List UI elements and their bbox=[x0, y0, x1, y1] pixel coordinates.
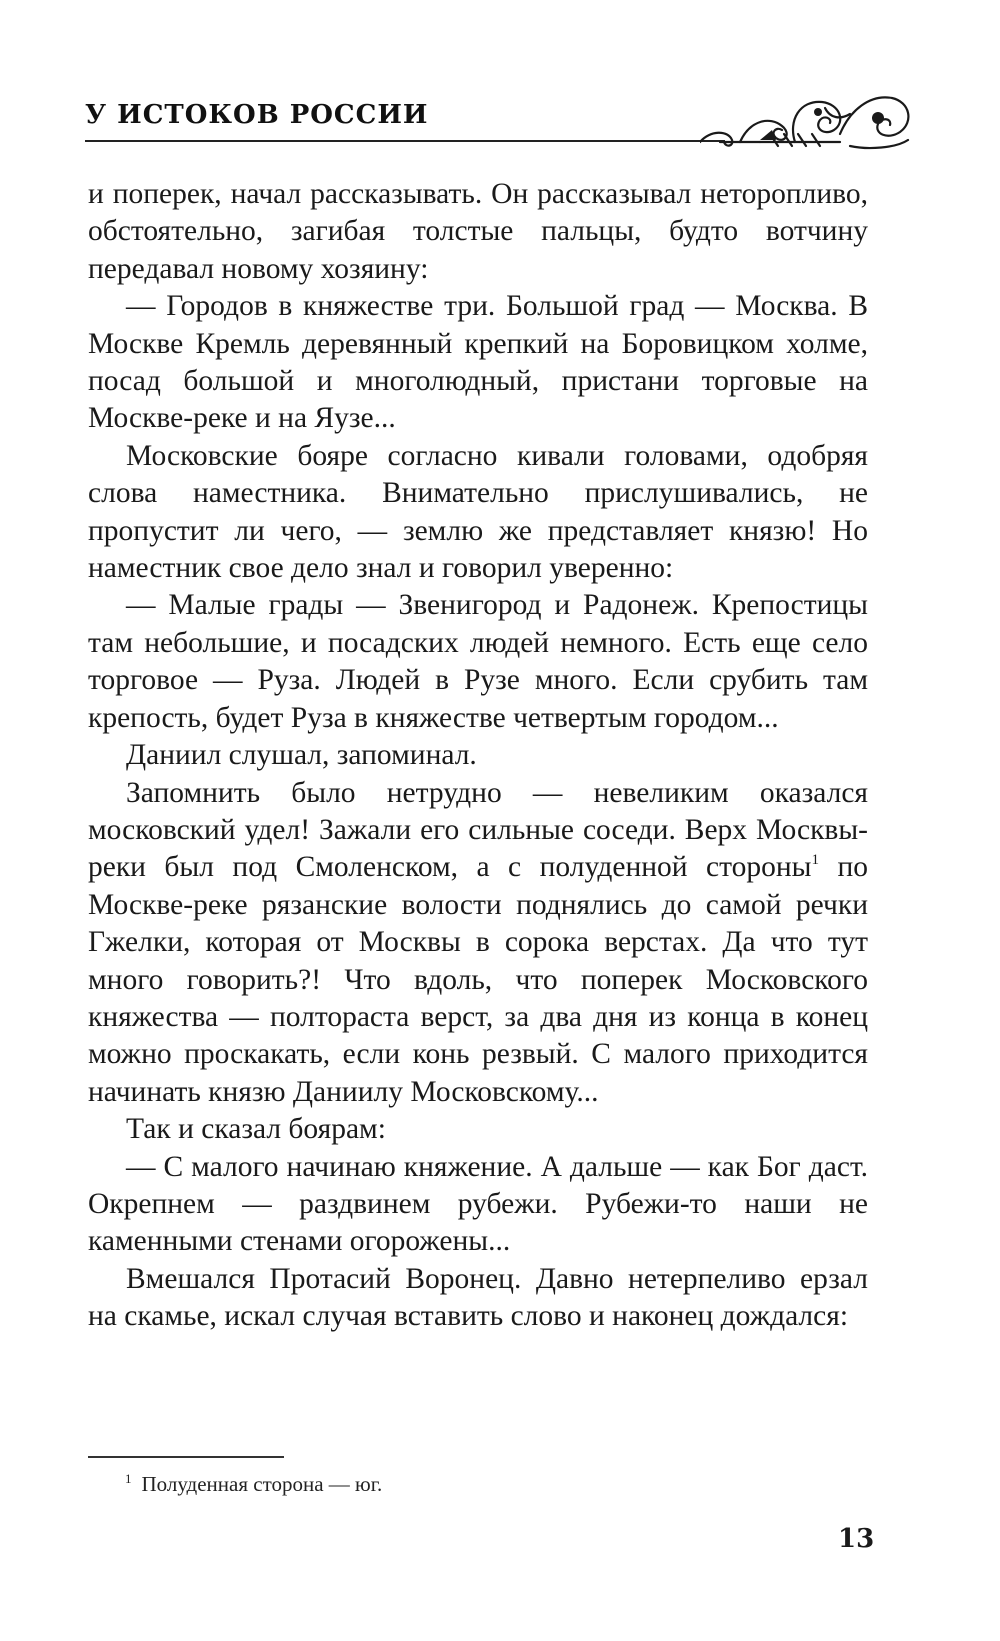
paragraph: и поперек, начал рассказывать. Он рассказывал неторопливо, обстоятельно, загибая толстые пальцы, будто вотчину передавал новому хозяину: bbox=[88, 178, 868, 285]
paragraph: — Малые грады — Звенигород и Радонеж. Крепостицы там небольшие, и посадских людей немного. Есть еще село торговое — Руза. Людей в Рузе много. Если срубить там крепость, будет Руза в княжестве четвертым городом... bbox=[88, 589, 868, 734]
ornament-icon bbox=[700, 90, 915, 152]
paragraph: Даниил слушал, запоминал. bbox=[126, 739, 477, 772]
paragraph: Московские бояре согласно кивали головами, одобряя слова наместника. Внимательно прислушивались, не пропустит ли чего, — землю же представляет князю! Но наместник свое дело знал и говорил уверенно: bbox=[88, 439, 868, 585]
page-number: 13 bbox=[838, 1524, 875, 1554]
footnote bbox=[125, 1472, 382, 1497]
running-header bbox=[85, 90, 915, 150]
paragraph: Вмешался Протасий Воронец. Давно нетерпеливо ерзал на скамье, искал случая вставить слово и наконец дождался: bbox=[88, 1262, 868, 1333]
body-text bbox=[88, 176, 868, 1336]
footnote-reference[interactable]: 1 bbox=[811, 852, 819, 869]
paragraph: — С малого начинаю княжение. А дальше — как Бог даст. Окрепнем — раздвинем рубежи. Рубежи-то наши не каменными стенами огорожены... bbox=[88, 1150, 868, 1258]
paragraph-text: по Москве-реке рязанские волости поднялись до самой речки Гжелки, которая от Москвы в сорока верстах. Да что тут много говорить?! Что вдоль, что поперек Московского княжества — полтораста верст, за два дня из конца в конец можно проскакать, если конь резвый. С малого приходится начинать князю Даниилу Московскому... bbox=[88, 851, 868, 1108]
paragraph: — Городов в княжестве три. Большой град — Москва. В Москве Кремль деревянный крепкий на Боровицком холме, посад большой и многолюдный, пристани торговые на Москве-реке и на Яузе... bbox=[88, 290, 868, 435]
footnote-divider bbox=[88, 1456, 284, 1458]
paragraph bbox=[88, 775, 868, 1112]
header-rule bbox=[85, 140, 725, 142]
paragraph: Так и сказал боярам: bbox=[126, 1113, 386, 1146]
footnote-marker: 1 bbox=[125, 1471, 132, 1486]
footnote-text: Полуденная сторона — юг. bbox=[141, 1472, 383, 1496]
running-title: У ИСТОКОВ РОССИИ bbox=[85, 100, 429, 130]
paragraph-text: Запомнить было нетрудно — невеликим оказался московский удел! Зажали его сильные соседи. Верх Москвы-реки был под Смоленском, а с полуденной стороны bbox=[88, 776, 868, 884]
